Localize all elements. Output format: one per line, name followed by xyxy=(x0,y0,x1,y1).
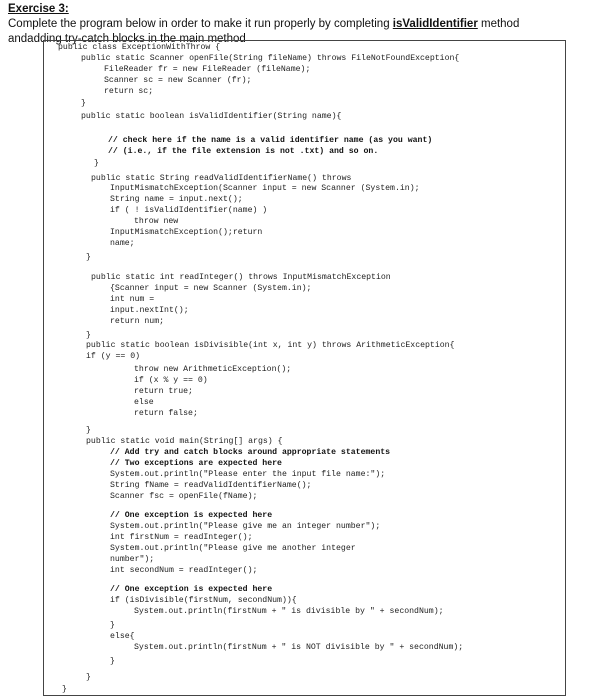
code-line: String fName = readValidIdentifierName(); xyxy=(110,481,312,490)
code-line: Scanner fsc = openFile(fName); xyxy=(110,492,258,501)
instructions-line-1 xyxy=(8,17,598,32)
instructions-text: Complete the program below in order to make it run properly by completing xyxy=(8,18,393,30)
code-line: } xyxy=(110,621,115,630)
code-comment: // One exception is expected here xyxy=(110,511,273,520)
code-line: } xyxy=(86,426,91,435)
code-line: return sc; xyxy=(104,87,154,96)
code-line: if (x % y == 0) xyxy=(134,376,208,385)
instructions-text-end: method xyxy=(477,18,520,30)
code-line: number"); xyxy=(110,555,155,564)
code-line: } xyxy=(94,159,99,168)
code-line: return false; xyxy=(134,409,198,418)
code-line: System.out.println("Please give me an integer number"); xyxy=(110,522,381,531)
code-line: InputMismatchException();return xyxy=(110,228,263,237)
code-line: } xyxy=(62,685,67,694)
code-line: System.out.println(firstNum + " is NOT divisible by " + secondNum); xyxy=(134,643,464,652)
code-line: throw new ArithmeticException(); xyxy=(134,365,292,374)
code-box xyxy=(43,40,566,696)
code-line: FileReader fr = new FileReader (fileName); xyxy=(104,65,311,74)
code-line: if ( ! isValidIdentifier(name) ) xyxy=(110,206,268,215)
code-line: public class ExceptionWithThrow { xyxy=(58,43,221,52)
exercise-title: Exercise 3: xyxy=(8,3,69,15)
code-line: int firstNum = readInteger(); xyxy=(110,533,253,542)
code-line: else{ xyxy=(110,632,135,641)
code-line: throw new xyxy=(134,217,179,226)
code-line: public static boolean isValidIdentifier(String name){ xyxy=(81,112,342,121)
code-line: public static String readValidIdentifierName() throws xyxy=(91,174,352,183)
method-name: isValidIdentifier xyxy=(392,18,478,30)
code-comment: // (i.e., if the file extension is not .txt) and so on. xyxy=(108,147,379,156)
code-line: } xyxy=(86,673,91,682)
code-line: public static void main(String[] args) { xyxy=(86,437,283,446)
code-comment: // One exception is expected here xyxy=(110,585,273,594)
code-line: input.nextInt(); xyxy=(110,306,189,315)
code-line: public static int readInteger() throws InputMismatchException xyxy=(91,273,391,282)
code-line: if (isDivisible(firstNum, secondNum)){ xyxy=(110,596,297,605)
code-line: int num = xyxy=(110,295,155,304)
code-line: return num; xyxy=(110,317,165,326)
code-comment: // Add try and catch blocks around appropriate statements xyxy=(110,448,391,457)
code-line: public static boolean isDivisible(int x, int y) throws ArithmeticException{ xyxy=(86,341,455,350)
code-line: } xyxy=(86,331,91,340)
code-line: public static Scanner openFile(String fileName) throws FileNotFoundException{ xyxy=(81,54,460,63)
code-line: name; xyxy=(110,239,135,248)
code-line: System.out.println("Please give me another integer xyxy=(110,544,356,553)
code-line: if (y == 0) xyxy=(86,352,141,361)
code-line: {Scanner input = new Scanner (System.in); xyxy=(110,284,312,293)
instructions-line-2: andadding try-catch blocks in the main method xyxy=(8,33,246,45)
code-comment: // Two exceptions are expected here xyxy=(110,459,282,468)
code-line: } xyxy=(110,657,115,666)
code-line: return true; xyxy=(134,387,193,396)
code-line: } xyxy=(86,253,91,262)
code-line: } xyxy=(81,99,86,108)
code-line: else xyxy=(134,398,154,407)
code-line: String name = input.next(); xyxy=(110,195,243,204)
code-line: int secondNum = readInteger(); xyxy=(110,566,258,575)
code-line: System.out.println("Please enter the input file name:"); xyxy=(110,470,386,479)
code-line: InputMismatchException(Scanner input = new Scanner (System.in); xyxy=(110,184,420,193)
code-line: Scanner sc = new Scanner (fr); xyxy=(104,76,252,85)
code-line: System.out.println(firstNum + " is divisible by " + secondNum); xyxy=(134,607,444,616)
code-comment: // check here if the name is a valid identifier name (as you want) xyxy=(108,136,433,145)
